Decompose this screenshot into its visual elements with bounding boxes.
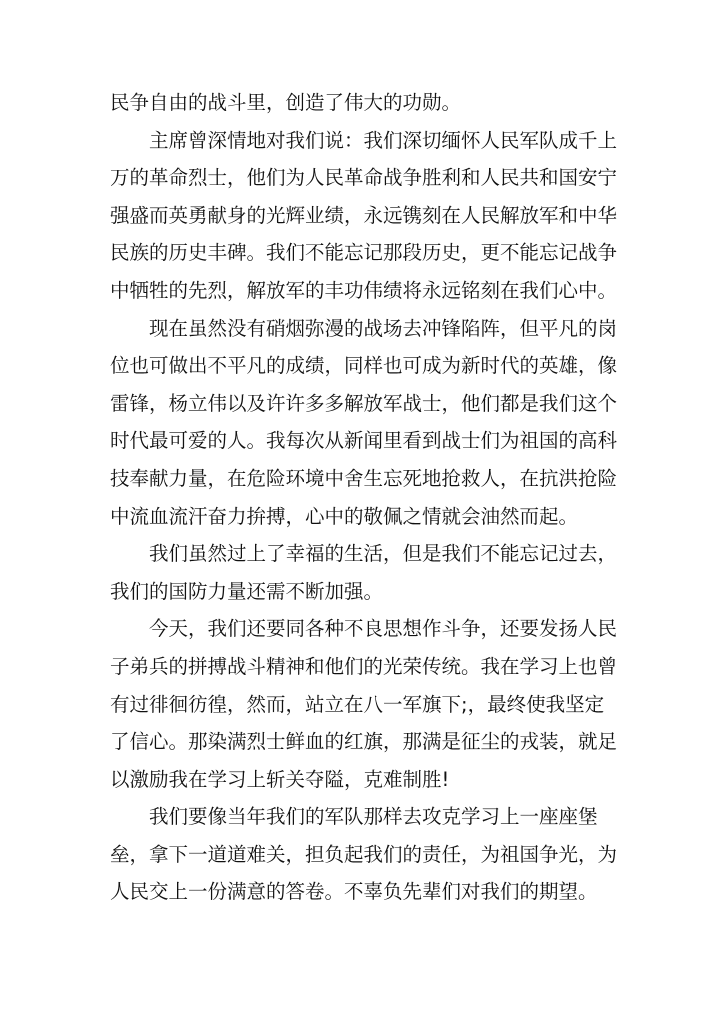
- text-line: 子弟兵的拼搏战斗精神和他们的光荣传统。我在学习上也曾: [110, 654, 618, 678]
- paragraph-3: [110, 310, 618, 536]
- text-line: 主席曾深情地对我们说：我们深切缅怀人民军队成千上: [149, 128, 618, 152]
- document-body: [110, 84, 618, 911]
- paragraph-5: [110, 610, 618, 798]
- paragraph-4: [110, 535, 618, 610]
- text-line: 我们的国防力量还需不断加强。: [110, 579, 384, 603]
- text-line: 强盛而英勇献身的光辉业绩，永远镌刻在人民解放军和中华: [110, 203, 618, 227]
- text-line: 时代最可爱的人。我每次从新闻里看到战士们为祖国的高科: [110, 429, 618, 453]
- text-line: 万的革命烈士，他们为人民革命战争胜利和人民共和国安宁: [110, 166, 618, 190]
- text-line: 我们要像当年我们的军队那样去攻克学习上一座座堡: [149, 805, 598, 829]
- text-line: 垒，拿下一道道难关，担负起我们的责任，为祖国争光，为: [110, 842, 618, 866]
- text-line: 了信心。那染满烈士鲜血的红旗，那满是征尘的戎装，就足: [110, 730, 618, 754]
- text-line: 民争自由的战斗里，创造了伟大的功勋。: [110, 91, 462, 114]
- text-line: 今天，我们还要同各种不良思想作斗争，还要发扬人民: [149, 617, 618, 641]
- text-line: 民族的历史丰碑。我们不能忘记那段历史，更不能忘记战争: [110, 241, 618, 265]
- text-line: 现在虽然没有硝烟弥漫的战场去冲锋陷阵，但平凡的岗: [149, 316, 618, 340]
- text-line: 人民交上一份满意的答卷。不辜负先辈们对我们的期望。: [110, 880, 598, 904]
- paragraph-6: [110, 798, 618, 911]
- text-line: 以激励我在学习上斩关夺隘，克难制胜!: [110, 767, 450, 791]
- text-line: 有过徘徊彷徨，然而，站立在八一军旗下;，最终使我坚定: [110, 692, 605, 716]
- text-line: 我们虽然过上了幸福的生活，但是我们不能忘记过去，: [149, 542, 618, 566]
- text-line: 技奉献力量，在危险环境中舍生忘死地抢救人，在抗洪抢险: [110, 466, 618, 490]
- text-line: 位也可做出不平凡的成绩，同样也可成为新时代的英雄，像: [110, 354, 618, 378]
- text-line: 中牺牲的先烈，解放军的丰功伟绩将永远铭刻在我们心中。: [110, 278, 618, 302]
- text-line: 雷锋，杨立伟以及许许多多解放军战士，他们都是我们这个: [110, 391, 618, 415]
- paragraph-2: [110, 122, 618, 310]
- text-line: 中流血流汗奋力拚搏，心中的敬佩之情就会油然而起。: [110, 504, 579, 528]
- paragraph-1: [110, 84, 612, 122]
